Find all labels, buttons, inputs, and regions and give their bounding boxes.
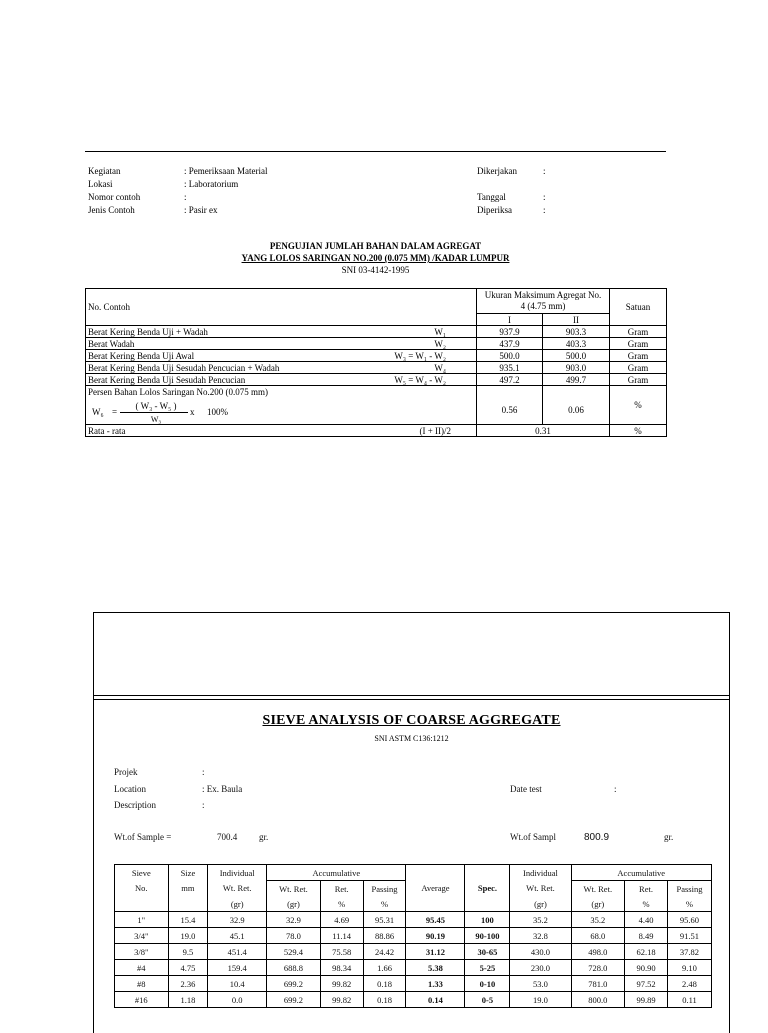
description-value: : (202, 800, 205, 810)
info-label: Jenis Contoh (88, 205, 135, 215)
cell-spec: 30-65 (465, 944, 510, 960)
row-value-i: 935.1 (477, 362, 543, 374)
cell-size: 19.0 (168, 928, 208, 944)
wt-sample-label-1: Wt.of Sample = (114, 832, 172, 842)
cell-no: #4 (115, 960, 169, 976)
cell-spec: 5-25 (465, 960, 510, 976)
cell-pass1: 24.42 (363, 944, 406, 960)
cell-ret2: 62.18 (625, 944, 668, 960)
sieve-standard: SNI ASTM C136:1212 (374, 734, 449, 743)
formula-pct: 100% (207, 407, 228, 417)
row-value-ii: 403.3 (543, 338, 610, 350)
cell-acc1: 78.0 (267, 928, 321, 944)
persen-value-ii: 0.06 (543, 386, 610, 425)
cell-pass2: 9.10 (667, 960, 711, 976)
cell-pass2: 2.48 (667, 976, 711, 992)
header-acc-wt-ret-2: Wt. Ret. (571, 881, 625, 897)
row-value-ii: 903.3 (543, 326, 610, 338)
header-pass-pct-2: % (667, 896, 711, 912)
row-label: Berat Wadah (86, 338, 329, 350)
projek-label: Projek (114, 767, 138, 777)
row-value-ii: 499.7 (543, 374, 610, 386)
table-header-row (86, 289, 667, 314)
fraction-bar (120, 412, 188, 413)
persen-label: Persen Bahan Lolos Saringan No.200 (0.075 mm) (88, 387, 268, 397)
table-row (86, 350, 667, 362)
header-mm: mm (168, 881, 208, 897)
row-value-i: 497.2 (477, 374, 543, 386)
row-label: Berat Kering Benda Uji Awal (86, 350, 329, 362)
info-value: : (543, 166, 546, 176)
cell-no: #16 (115, 992, 169, 1008)
header-ret-2: Ret. (625, 881, 668, 897)
cell-ret1: 98.34 (320, 960, 363, 976)
persen-unit: % (610, 386, 667, 425)
info-label: Kegiatan (88, 166, 121, 176)
header-wt-ret-2: Wt. Ret. (510, 881, 571, 897)
sieve-header-row (115, 896, 712, 912)
cell-ind1: 32.9 (208, 912, 267, 928)
cell-acc2: 800.0 (571, 992, 625, 1008)
wt-sample-value-2: 800.9 (584, 832, 610, 843)
cell-size: 2.36 (168, 976, 208, 992)
rata-row (86, 425, 667, 437)
header-accumulative-2: Accumulative (571, 865, 712, 881)
cell-ind2: 230.0 (510, 960, 571, 976)
row-value-i: 437.9 (477, 338, 543, 350)
header-blank (406, 896, 465, 912)
date-label: Date test (510, 784, 542, 794)
cell-ret2: 90.90 (625, 960, 668, 976)
cell-ret1: 75.58 (320, 944, 363, 960)
cell-avg: 95.45 (406, 912, 465, 928)
cell-ret1: 4.69 (320, 912, 363, 928)
cell-ind1: 45.1 (208, 928, 267, 944)
row-value-i: 500.0 (477, 350, 543, 362)
rata-value: 0.31 (477, 425, 610, 437)
formula-denominator: W₃ (150, 415, 162, 424)
cell-ret2: 97.52 (625, 976, 668, 992)
mud-content-table (85, 288, 667, 437)
cell-acc1: 32.9 (267, 912, 321, 928)
info-value: : Pemeriksaan Material (184, 166, 268, 176)
cell-spec: 0-5 (465, 992, 510, 1008)
row-label: Berat Kering Benda Uji Sesudah Pencucian (86, 374, 329, 386)
cell-size: 15.4 (168, 912, 208, 928)
col-ii-header: II (543, 314, 610, 326)
cell-pass1: 0.18 (363, 992, 406, 1008)
wt-sample-unit-1: gr. (259, 832, 269, 842)
cell-ind1: 0.0 (208, 992, 267, 1008)
cell-ret1: 99.82 (320, 976, 363, 992)
cell-ind1: 451.4 (208, 944, 267, 960)
cell-acc1: 688.8 (267, 960, 321, 976)
cell-size: 1.18 (168, 992, 208, 1008)
col-i-header: I (477, 314, 543, 326)
ukuran-header: Ukuran Maksimum Agregat No. 4 (4.75 mm) (477, 289, 610, 314)
description-label: Description (114, 800, 156, 810)
header-blank (115, 896, 169, 912)
row-value-ii: 500.0 (543, 350, 610, 362)
info-value: : Laboratorium (184, 179, 239, 189)
row-unit: Gram (610, 362, 667, 374)
header-acc-wt-ret: Wt. Ret. (267, 881, 321, 897)
table-row (115, 928, 712, 944)
row-formula: W₂ (329, 338, 477, 350)
info-label: Diperiksa (477, 205, 512, 215)
header-passing-2: Passing (667, 881, 711, 897)
table-row (115, 992, 712, 1008)
cell-ret2: 4.40 (625, 912, 668, 928)
row-label: Berat Kering Benda Uji Sesudah Pencucian + Wadah (86, 362, 329, 374)
info-label: Lokasi (88, 179, 113, 189)
info-label: Nomor contoh (88, 192, 141, 202)
row-formula: W₁ (329, 326, 477, 338)
persen-cell (86, 386, 477, 425)
header-blank (465, 896, 510, 912)
wt-sample-unit-2: gr. (664, 832, 674, 842)
header-no: No. (115, 881, 169, 897)
sieve-table (114, 864, 712, 1008)
rata-label: Rata - rata (86, 425, 329, 437)
cell-spec: 100 (465, 912, 510, 928)
cell-pass2: 91.51 (667, 928, 711, 944)
location-label: Location (114, 784, 146, 794)
cell-avg: 90.19 (406, 928, 465, 944)
header-spec: Spec. (465, 881, 510, 897)
table-row (115, 976, 712, 992)
cell-ind2: 19.0 (510, 992, 571, 1008)
row-unit: Gram (610, 338, 667, 350)
table-row (86, 326, 667, 338)
no-contoh-header: No. Contoh (86, 289, 477, 326)
header-size: Size (168, 865, 208, 881)
rata-formula: (I + II)/2 (329, 425, 477, 437)
row-value-ii: 903.0 (543, 362, 610, 374)
cell-pass1: 88.86 (363, 928, 406, 944)
header-accumulative: Accumulative (267, 865, 406, 881)
table-row (115, 912, 712, 928)
header-pass-pct: % (363, 896, 406, 912)
cell-pass1: 1.66 (363, 960, 406, 976)
header-passing: Passing (363, 881, 406, 897)
wt-sample-label-2: Wt.of Sampl (510, 832, 556, 842)
persen-value-i: 0.56 (477, 386, 543, 425)
sieve-header-row (115, 881, 712, 897)
projek-value: : (202, 767, 205, 777)
header-sieve: Sieve (115, 865, 169, 881)
wt-sample-value-1: 700.4 (217, 832, 238, 842)
table-row (86, 338, 667, 350)
sieve-body (115, 912, 712, 1008)
test-standard: SNI 03-4142-1995 (341, 265, 410, 275)
cell-avg: 5.38 (406, 960, 465, 976)
formula-times: x (190, 407, 195, 417)
row-formula: W₅ = W₄ - W₂ (329, 374, 477, 386)
header-gr-2: (gr) (510, 896, 571, 912)
cell-no: 3/4" (115, 928, 169, 944)
test-title: PENGUJIAN JUMLAH BAHAN DALAM AGREGAT (269, 241, 482, 251)
info-value: : (543, 192, 546, 202)
row-value-i: 937.9 (477, 326, 543, 338)
cell-acc2: 498.0 (571, 944, 625, 960)
row-unit: Gram (610, 374, 667, 386)
formula-w6: W₆ (92, 407, 104, 417)
cell-ind1: 159.4 (208, 960, 267, 976)
row-label: Berat Kering Benda Uji + Wadah (86, 326, 329, 338)
header-blank (406, 865, 465, 881)
cell-no: 1" (115, 912, 169, 928)
header-individual-2: Individual (510, 865, 571, 881)
formula-eq: = (112, 407, 118, 417)
cell-pass1: 95.31 (363, 912, 406, 928)
header-blank (168, 896, 208, 912)
header-acc-gr-2: (gr) (571, 896, 625, 912)
cell-no: #8 (115, 976, 169, 992)
cell-ind2: 35.2 (510, 912, 571, 928)
sieve-analysis-panel (93, 612, 730, 1033)
header-pct-2: % (625, 896, 668, 912)
formula-numerator: ( W₃ - W₅ ) (135, 401, 177, 411)
cell-ret1: 99.82 (320, 992, 363, 1008)
test-subtitle: YANG LOLOS SARINGAN NO.200 (0.075 MM) /KADAR LUMPUR (241, 253, 510, 263)
cell-pass2: 0.11 (667, 992, 711, 1008)
double-divider (94, 695, 729, 700)
header-individual: Individual (208, 865, 267, 881)
persen-row (86, 386, 667, 425)
table-row (86, 362, 667, 374)
cell-ind2: 32.8 (510, 928, 571, 944)
cell-ret2: 99.89 (625, 992, 668, 1008)
cell-avg: 1.33 (406, 976, 465, 992)
cell-acc1: 699.2 (267, 976, 321, 992)
header-acc-gr: (gr) (267, 896, 321, 912)
cell-acc2: 68.0 (571, 928, 625, 944)
row-unit: Gram (610, 350, 667, 362)
cell-pass2: 37.82 (667, 944, 711, 960)
info-value: : (184, 192, 187, 202)
info-value: : Pasir ex (184, 205, 218, 215)
cell-size: 4.75 (168, 960, 208, 976)
cell-ind2: 430.0 (510, 944, 571, 960)
cell-avg: 0.14 (406, 992, 465, 1008)
sieve-header-row (115, 865, 712, 881)
top-rule (85, 151, 666, 152)
cell-spec: 90-100 (465, 928, 510, 944)
row-formula: W₄ (329, 362, 477, 374)
cell-acc2: 781.0 (571, 976, 625, 992)
cell-ret2: 8.49 (625, 928, 668, 944)
cell-no: 3/8" (115, 944, 169, 960)
cell-acc1: 529.4 (267, 944, 321, 960)
location-value: : Ex. Baula (202, 784, 243, 794)
cell-spec: 0-10 (465, 976, 510, 992)
info-value: : (543, 205, 546, 215)
satuan-header: Satuan (610, 289, 667, 326)
cell-ret1: 11.14 (320, 928, 363, 944)
header-blank (465, 865, 510, 881)
table-row (115, 960, 712, 976)
cell-pass1: 0.18 (363, 976, 406, 992)
info-label: Tanggal (477, 192, 506, 202)
table-row (115, 944, 712, 960)
header-average: Average (406, 881, 465, 897)
sieve-title: SIEVE ANALYSIS OF COARSE AGGREGATE (262, 713, 561, 728)
header-gr: (gr) (208, 896, 267, 912)
rata-unit: % (610, 425, 667, 437)
cell-ind2: 53.0 (510, 976, 571, 992)
header-wt-ret: Wt. Ret. (208, 881, 267, 897)
info-label: Dikerjakan (477, 166, 517, 176)
cell-size: 9.5 (168, 944, 208, 960)
cell-acc1: 699.2 (267, 992, 321, 1008)
cell-acc2: 35.2 (571, 912, 625, 928)
cell-ind1: 10.4 (208, 976, 267, 992)
header-pct: % (320, 896, 363, 912)
date-value: : (614, 784, 617, 794)
cell-pass2: 95.60 (667, 912, 711, 928)
header-ret: Ret. (320, 881, 363, 897)
cell-acc2: 728.0 (571, 960, 625, 976)
table-row (86, 374, 667, 386)
row-formula: W₃ = W₁ - W₂ (329, 350, 477, 362)
row-unit: Gram (610, 326, 667, 338)
cell-avg: 31.12 (406, 944, 465, 960)
